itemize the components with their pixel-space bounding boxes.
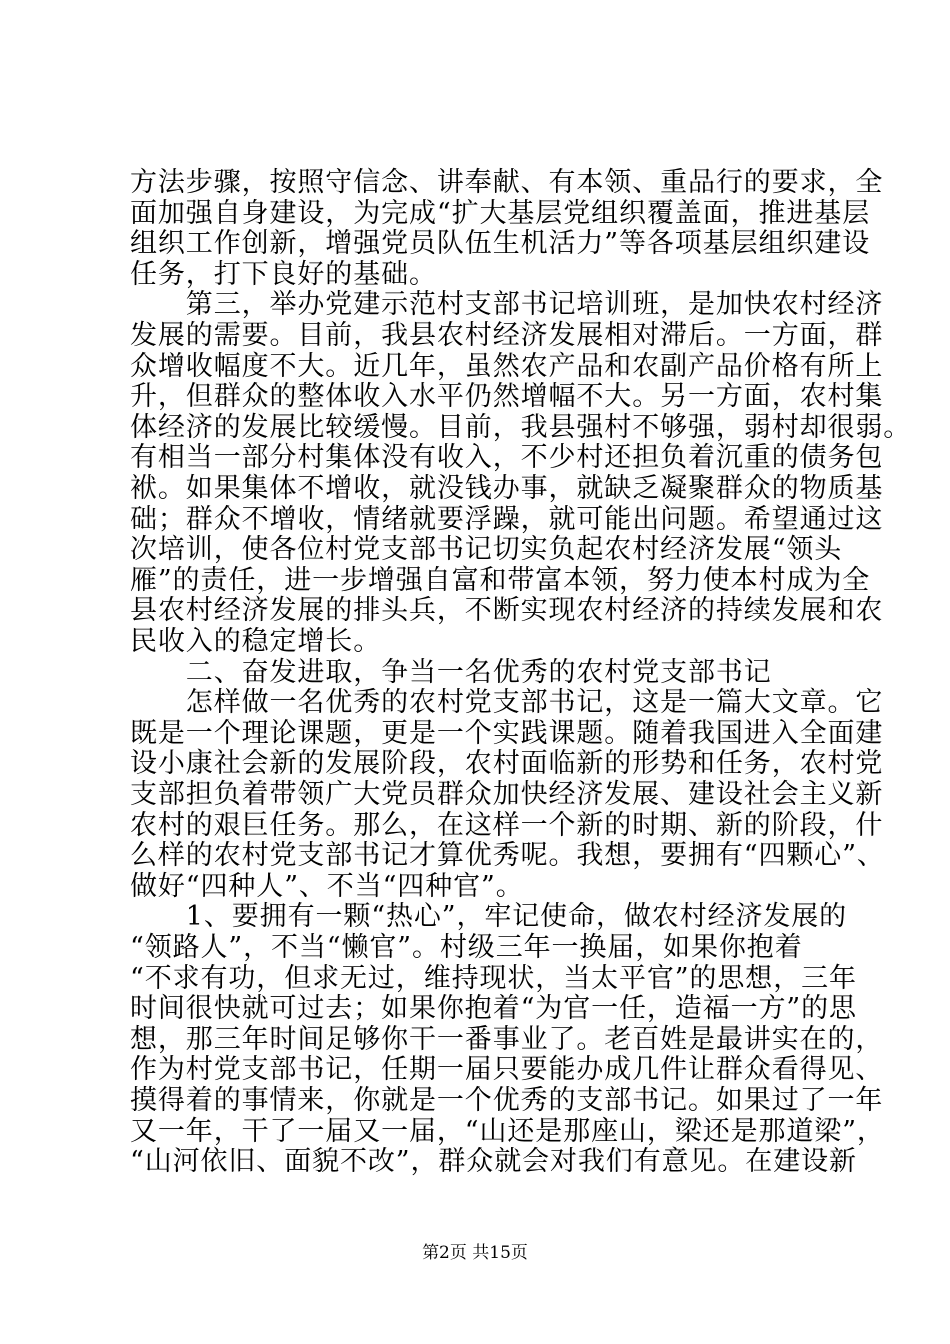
body-text-line: 设小康社会新的发展阶段，农村面临新的形势和任务，农村党 (130, 748, 884, 780)
body-text-line: 既是一个理论课题，更是一个实践课题。随着我国进入全面建 (130, 717, 884, 749)
body-text-line: 第三，举办党建示范村支部书记培训班，是加快农村经济 (130, 289, 884, 321)
body-text-line: 次培训，使各位村党支部书记切实负起农村经济发展“领头 (130, 534, 843, 566)
body-text-line: 袱。如果集体不增收，就没钱办事，就缺乏凝聚群众的物质基 (130, 473, 884, 504)
body-text-line: 作为村党支部书记，任期一届只要能办成几件让群众看得见、 (130, 1054, 884, 1086)
body-text-line: 础；群众不增收，情绪就要浮躁，就可能出问题。希望通过这 (130, 503, 884, 535)
body-text-line: 方法步骤，按照守信念、讲奉献、有本领、重品行的要求，全 (130, 167, 884, 198)
body-text-line: 民收入的稳定增长。 (130, 626, 382, 657)
body-text-line: 县农村经济发展的排头兵，不断实现农村经济的持续发展和农 (130, 595, 884, 627)
body-text-line: 又一年，干了一届又一届，“山还是那座山，梁还是那道梁”， (130, 1115, 885, 1147)
section-heading: 二、奋发进取，争当一名优秀的农村党支部书记 (130, 656, 772, 688)
body-text-line: 面加强自身建设，为完成“扩大基层党组织覆盖面，推进基层 (130, 197, 871, 229)
body-text-line: 体经济的发展比较缓慢。目前，我县强村不够强，弱村却很弱。 (130, 411, 912, 443)
body-text-line: 支部担负着带领广大党员群众加快经济发展、建设社会主义新 (130, 779, 884, 810)
body-text-line: “不求有功，但求无过，维持现状，当太平官”的思想，三年 (130, 962, 857, 994)
body-text-line: 1、要拥有一颗“热心”，牢记使命，做农村经济发展的 (130, 901, 848, 933)
body-text-line: 时间很快就可过去；如果你抱着“为官一任，造福一方”的思 (130, 993, 857, 1025)
body-text-line: 么样的农村党支部书记才算优秀呢。我想，要拥有“四颗心”、 (130, 840, 885, 872)
page-number-footer: 第2页 共15页 (422, 1243, 528, 1263)
body-text-line: 任务，打下良好的基础。 (130, 258, 437, 290)
body-text-line: 众增收幅度不大。近几年，虽然农产品和农副产品价格有所上 (130, 350, 884, 382)
body-text-line: “山河依旧、面貌不改”，群众就会对我们有意见。在建设新 (130, 1146, 857, 1178)
body-text-line: 农村的艰巨任务。那么，在这样一个新的时期、新的阶段，什 (130, 809, 884, 841)
body-text-line: 摸得着的事情来，你就是一个优秀的支部书记。如果过了一年 (130, 1085, 884, 1116)
body-text-line: 升，但群众的整体收入水平仍然增幅不大。另一方面，农村集 (130, 381, 884, 413)
body-text-line: 做好“四种人”、不当“四种官”。 (130, 870, 524, 902)
body-text-line: 有相当一部分村集体没有收入，不少村还担负着沉重的债务包 (130, 442, 884, 474)
body-text-line: 想，那三年时间足够你干一番事业了。老百姓是最讲实在的， (130, 1023, 884, 1055)
body-text-line: 组织工作创新，增强党员队伍生机活力”等各项基层组织建设 (130, 228, 871, 260)
body-text-line: 发展的需要。目前，我县农村经济发展相对滞后。一方面，群 (130, 320, 884, 351)
body-text-line: 怎样做一名优秀的农村党支部书记，这是一篇大文章。它 (130, 687, 884, 719)
body-text-line: 雁”的责任，进一步增强自富和带富本领，努力使本村成为全 (130, 564, 871, 596)
body-text-line: “领路人”，不当“懒官”。村级三年一换届，如果你抱着 (130, 932, 803, 963)
